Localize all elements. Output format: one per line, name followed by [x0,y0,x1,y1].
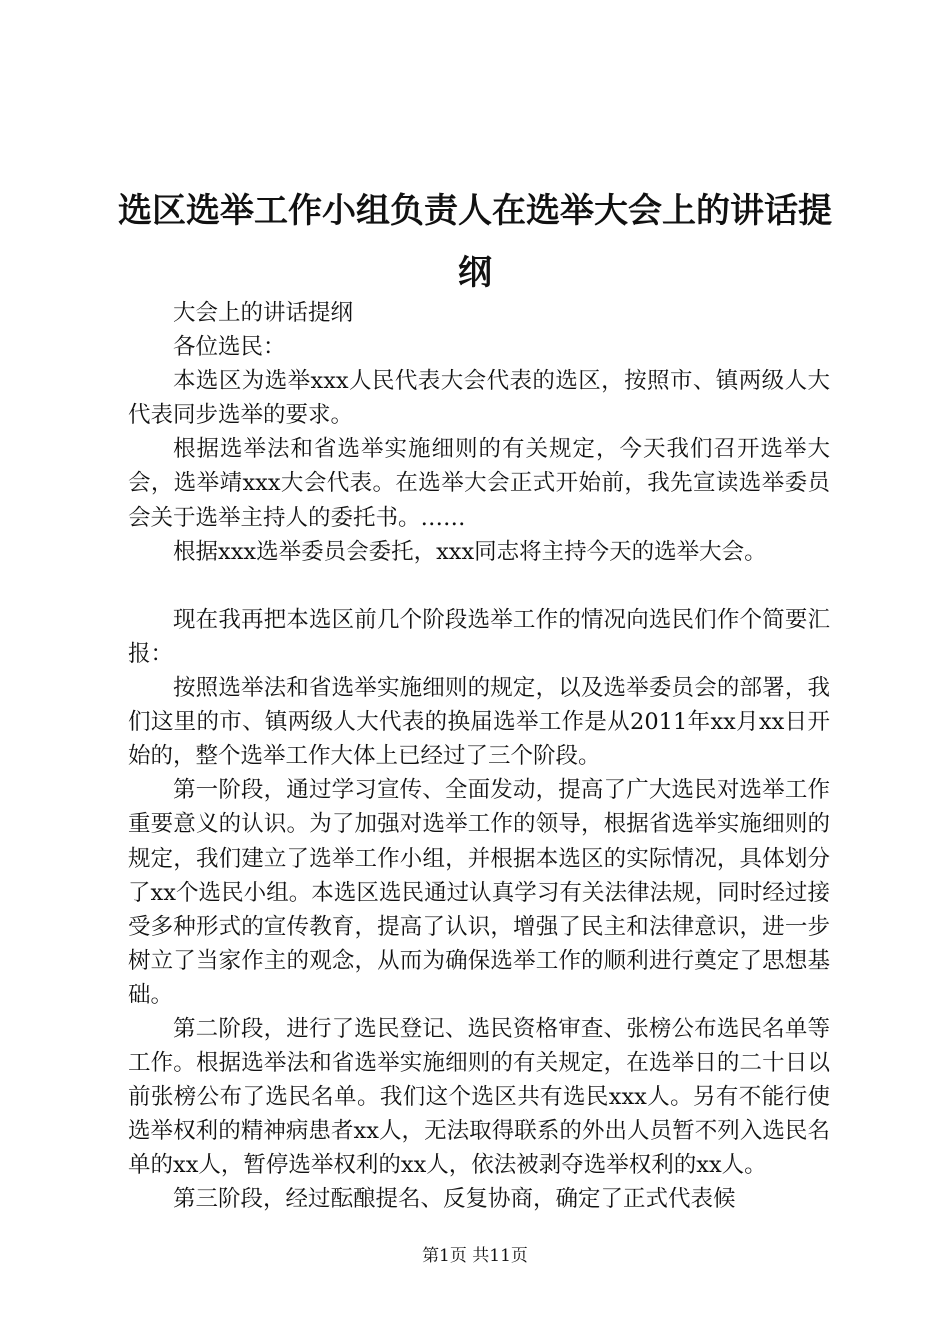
paragraph-salutation: 各位选民： [173,334,286,361]
paragraph: 根据xxx选举委员会委托，xxx同志将主持今天的选举大会。 [173,538,767,565]
paragraph: 按照选举法和省选举实施细则的规定，以及选举委员会的部署，我们这里的市、镇两级人大代表的换届选举工作是从2011年xx月xx日开始的，整个选举工作大体上已经过了三个阶段。 [128,675,830,770]
paragraph: 第三阶段，经过酝酿提名、反复协商，确定了正式代表候 [173,1186,736,1213]
document-title: 选区选举工作小组负责人在选举大会上的讲话提纲 [118,191,832,293]
paragraph: 现在我再把本选区前几个阶段选举工作的情况向选民们作个简要汇报： [128,606,830,667]
paragraph: 根据选举法和省选举实施细则的有关规定，今天我们召开选举大会，选举靖xxx大会代表。在选举大会正式开始前，我先宣读选举委员会关于选举主持人的委托书。…… [128,436,830,531]
paragraph: 第一阶段，通过学习宣传、全面发动，提高了广大选民对选举工作重要意义的认识。为了加强对选举工作的领导，根据省选举实施细则的规定，我们建立了选举工作小组，并根据本选区的实际情况，具体划分了xx个选民小组。本选区选民通过认真学习有关法律法规，同时经过接受多种形式的宣传教育，提高了认识，增强了民主和法律意识，进一步树立了当家作主的观念，从而为确保选举工作的顺利进行奠定了思想基础。 [128,777,830,1008]
paragraph: 第二阶段，进行了选民登记、选民资格审查、张榜公布选民名单等工作。根据选举法和省选举实施细则的有关规定，在选举日的二十日以前张榜公布了选民名单。我们这个选区共有选民xxx人。另有不能行使选举权利的精神病患者xx人，无法取得联系的外出人员暂不列入选民名单的xx人，暂停选举权利的xx人，依法被剥夺选举权利的xx人。 [128,1015,830,1179]
page-footer: 第1页 共11页 [422,1246,528,1266]
document-body [128,296,830,1217]
paragraph: 本选区为选举xxx人民代表大会代表的选区，按照市、镇两级人大代表同步选举的要求。 [128,368,830,429]
paragraph-heading: 大会上的讲话提纲 [173,300,354,326]
blank-line [128,569,830,603]
